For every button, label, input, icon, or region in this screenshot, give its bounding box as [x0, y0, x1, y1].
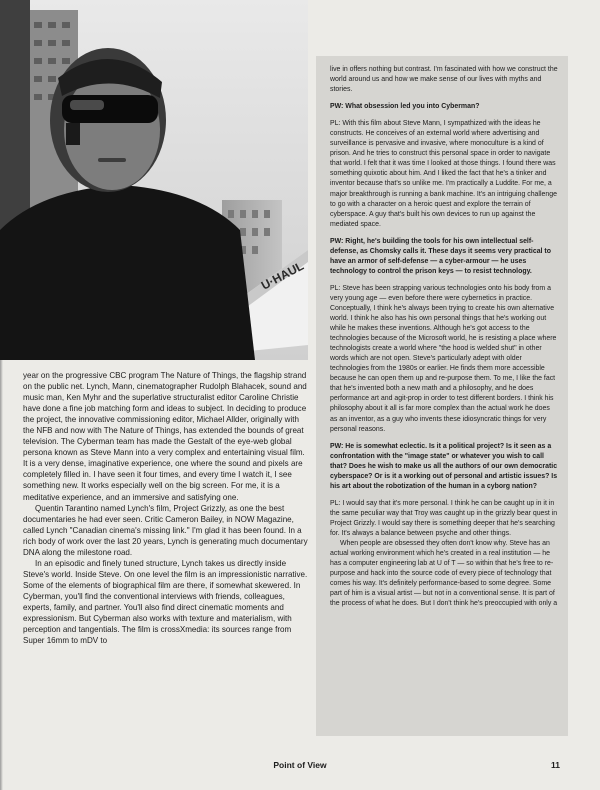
page-number: 11 [551, 760, 560, 770]
interview-answer: When people are obsessed they often don't know why. Steve has an actual working environment which he's created in a real institution — he has a computer engineering lab at U of T — so within that he's free to re-purpose and hack into the source code of every piece of technology that comes his way. It's definitely performance-based to some degree. Some part of him is a visual artist — but not in a conventional sense. It is part of the process of what he does. But I don't think he's preoccupied with only a [330, 540, 558, 608]
interview-question: PW: Right, he's building the tools for his own intellectual self-defense, as Chomsky calls it. These days it seems very practical to have an armor of self-defense — a cyber-armour — he uses technology to control the prison keys — to resist technology. [330, 237, 551, 275]
body-paragraph: year on the progressive CBC program The Nature of Things, the flagship strand on the public net. Lynch, Mann, cinematographer Rudolph Blahacek, sound and music man, Ken Myhr and the superlative structuralist editor Caroline Christie have done a fine job matching form and ideas to subject. In deciding to produce the project, the innovative commissioning editor, Michael Allder, originally with the NFB and now with The Nature of Things, has extended the bounds of great television. The Cyberman team has made the Gestalt of the eye-web global persona known as Steve Mann into a very complex and entertaining visual film. It is a very dense, imaginative experience, one where the sound and pixels are completely filled in. I have seen it four times, and every time I watch it, I see something new. It works especially well on the big screen. For me, it is a meditative experience, and an immersive and satisfying one. [23, 371, 307, 502]
interview-question: PW: What obsession led you into Cyberman? [330, 103, 480, 111]
interview-question: PW: He is somewhat eclectic. Is it a political project? Is it seen as a confrontation with the "image state" or whatever you wish to call that? Does he wish to make us all the authors of our own democratic cyberspace? Or is it a working out of personal and artistic issues? Is his art about the robotization of the human in a cyborg nation? [330, 442, 558, 490]
article-left-column [23, 370, 311, 646]
interview-answer: live in offers nothing but contrast. I'm fascinated with how we construct the world around us and how we make sense of our lives with myths and stories. [330, 66, 558, 94]
body-paragraph: In an episodic and finely tuned structure, Lynch takes us directly inside Steve's world. Inside Steve. On one level the film is an impressionistic narrative. Some of the elements of biographical film are there, if somewhat skewered. In Cyberman, you'll find the conventional interviews with friends, colleagues, experts, family, and partner. You'll also find direct cinematic moments and expressionism. But Cyberman also works with texture and materialism, with perception and tangentials. The film is crossXmedia: its sources range from Super 16mm to mDV to [23, 558, 308, 646]
interview-answer: PL: Steve has been strapping various technologies onto his body from a very young age — even before there were cybernetics in practice. Conceptually, I think he's always been trying to create his own alternative world. I think he also has his own personal things that he's working out while he makes these inventions. Although he's got access to the technologies because of the Microsoft world, he is resisting a place where technologists create a world where "the hood is welded shut" in other words which are not open. Steve's particularly adept with older technologies from the 1980s or earlier. He finds them more accessible because he can open them up and re-purpose them. To me, I like the fact that he's invented both a new math and a philosophy, and he does performance art and agit-prop in order to test different borders. I think his philosophy about it all is far more complex than the actual work he does as an inventor, as a guy who invents these idiosyncratic things for very personal reasons. [330, 284, 557, 433]
body-paragraph: Quentin Tarantino named Lynch's film, Project Grizzly, as one the best documentaries he had ever seen. Critic Cameron Bailey, in NOW Magazine, called Lynch "Canadian cinema's missing link." I'm glad it has been found. In a rich body of work over the last 20 years, Lynch is generating much documentary DNA along the milestone road. [23, 503, 308, 557]
interview-answer: PL: I would say that it's more personal. I think he can be caught up in it in the same peculiar way that Troy was caught up in the grizzly bear quest in Project Grizzly. I would say there is something deeper that he's searching for. It's always a balance between psyche and other things. [330, 499, 558, 537]
truck-sign: U·HAUL [258, 258, 307, 293]
interview-sidebar [316, 56, 568, 736]
publication-title: Point of View [273, 760, 327, 770]
interview-answer: PL: With this film about Steve Mann, I sympathized with the ideas he constructs. He conceives of an external world where advertising and surveillance is pervasive and invasive, where monoculture is a kind of prison. And he tries to construct this personal space in order to navigate that world. I felt that it was time I looked at those things. I found there was something quixotic about him. And I liked the fact that he's a tinker and inventor because that's so unlike me. I'm practically a Luddite. For me, a major breakthrough is running a bank machine. It's an intriguing challenge to go with a character on a heroic quest and explore the terrain of cyberspace. A guy that's built his own devices to run up against the mediated space. [330, 120, 557, 228]
cyberman-photo [0, 0, 308, 360]
